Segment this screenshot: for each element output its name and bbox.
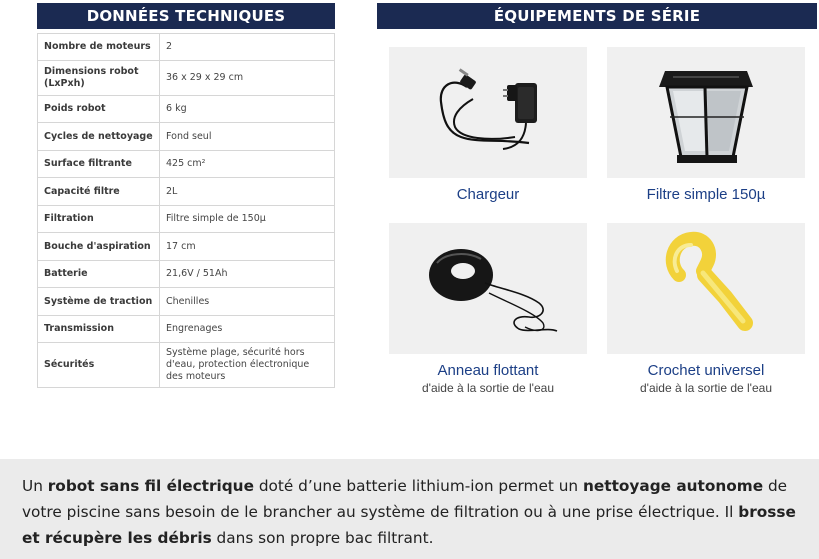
- filter-caption: [607, 186, 805, 203]
- spec-label: Dimensions robot (LxPxh): [38, 61, 160, 96]
- standard-equipment-banner: ÉQUIPEMENTS DE SÉRIE: [377, 3, 817, 29]
- spec-label: Filtration: [38, 206, 160, 233]
- equipment-title: Anneau flottant: [437, 362, 539, 379]
- description-text: de votre piscine sans besoin de le brancher au système de filtration ou à une prise électrique. Il: [22, 477, 788, 521]
- spec-label: Sécurités: [38, 343, 160, 388]
- equipment-title: Filtre simple 150µ: [646, 186, 766, 203]
- charger-icon: [389, 47, 587, 178]
- floating-ring-caption: [389, 362, 587, 395]
- equipment-title: Crochet universel: [647, 362, 765, 379]
- spec-label: Poids robot: [38, 96, 160, 123]
- spec-value: Chenilles: [160, 288, 335, 316]
- spec-value: 6 kg: [160, 96, 335, 123]
- spec-value: 36 x 29 x 29 cm: [160, 61, 335, 96]
- spec-value: Système plage, sécurité hors d'eau, protection électronique des moteurs: [160, 343, 335, 388]
- description-highlight: robot sans fil électrique: [47, 477, 254, 495]
- description-text: Un: [22, 477, 48, 495]
- hook-image: [607, 223, 805, 354]
- table-row: [38, 34, 335, 61]
- spec-value: Fond seul: [160, 123, 335, 151]
- spec-label: Nombre de moteurs: [38, 34, 160, 61]
- spec-value: 425 cm²: [160, 151, 335, 178]
- hook-caption: [607, 362, 805, 395]
- spec-label: Capacité filtre: [38, 178, 160, 206]
- description-text: dans son propre bac filtrant.: [211, 529, 434, 547]
- spec-value: Engrenages: [160, 316, 335, 343]
- spec-value: 2: [160, 34, 335, 61]
- spec-label: Transmission: [38, 316, 160, 343]
- equipment-subtitle: d'aide à la sortie de l'eau: [639, 381, 772, 395]
- floating-ring-image: [389, 223, 587, 354]
- equipment-subtitle: d'aide à la sortie de l'eau: [421, 381, 554, 395]
- table-row: [38, 261, 335, 288]
- table-row: [38, 151, 335, 178]
- spec-label: Système de traction: [38, 288, 160, 316]
- description-text: doté d’une batterie lithium-ion permet un: [253, 477, 583, 495]
- spec-value: 17 cm: [160, 233, 335, 261]
- filter-basket-icon: [607, 47, 805, 178]
- charger-caption: [389, 186, 587, 203]
- table-row: [38, 343, 335, 388]
- spec-value: 2L: [160, 178, 335, 206]
- table-row: [38, 316, 335, 343]
- filter-image: [607, 47, 805, 178]
- universal-hook-icon: [607, 223, 805, 354]
- spec-value: 21,6V / 51Ah: [160, 261, 335, 288]
- technical-data-banner: DONNÉES TECHNIQUES: [37, 3, 335, 29]
- equipment-title: Chargeur: [456, 186, 520, 203]
- table-row: [38, 123, 335, 151]
- description-highlight: nettoyage autonome: [583, 477, 764, 495]
- spec-label: Bouche d'aspiration: [38, 233, 160, 261]
- table-row: [38, 206, 335, 233]
- table-row: [38, 96, 335, 123]
- charger-image: [389, 47, 587, 178]
- description-highlight: brosse et récupère les débris: [22, 503, 796, 547]
- spec-label: Cycles de nettoyage: [38, 123, 160, 151]
- table-row: [38, 288, 335, 316]
- floating-ring-icon: [389, 223, 587, 354]
- table-row: [38, 233, 335, 261]
- table-row: [38, 178, 335, 206]
- spec-value: Filtre simple de 150µ: [160, 206, 335, 233]
- spec-label: Surface filtrante: [38, 151, 160, 178]
- specs-table: [37, 33, 335, 388]
- table-row: [38, 61, 335, 96]
- product-description: [22, 473, 807, 551]
- spec-label: Batterie: [38, 261, 160, 288]
